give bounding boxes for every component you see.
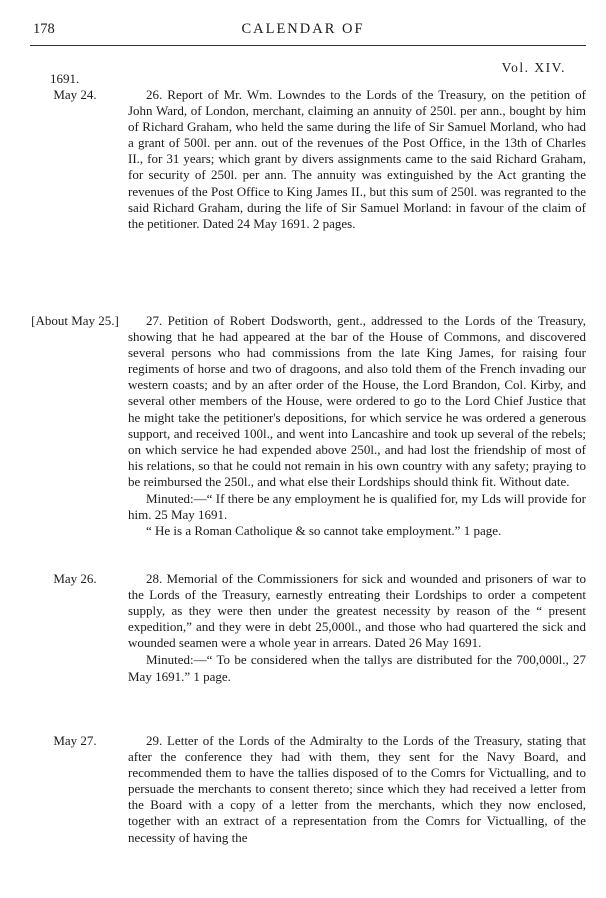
running-head: CALENDAR OF <box>241 21 365 37</box>
entry-text: 29. Letter of the Lords of the Admiralty to the Lords of the Treasury, stating that after the conference they had with them, they sent for the Navy Board, and recommended them to have the tallies disposed of to the Comrs for Victualling, and to persuade the merchants to consent thereto; since which they had received a letter from the Board with a copy of a letter from the merchants, which they now enclosed, together with an extract of a representation from the Comrs for Victualling, of the necessity of having the <box>128 733 586 845</box>
volume-label: Vol. XIV. <box>501 60 566 75</box>
entry-date: [About May 25.] <box>31 313 119 328</box>
entry-text: 27. Petition of Robert Dodsworth, gent., addressed to the Lords of the Treasury, showing that he had appeared at the bar of the House of Commons, and discovered several persons who had commissions from the late King James, for raising four regiments of horse and two of dragoons, and also told them of the French invading our western coasts; and by an after order of the House, the Lord Brandon, Col. Kirby, and several other members of the House, were ordered to go to the Lord Chief Justice that he might take the petitioner's depositions, for which service he was ordered a generous support, and received 100l., and went into Lancashire and took up several of the rebels; on which service he had expended above 250l., and had lost the friendship of most of his relations, so that he could not remain in his own country with any safety; praying to be reimbursed the 250l., and what else their Lordships should think fit. Without date. <box>128 313 586 489</box>
calendar-entry <box>128 87 586 232</box>
calendar-entry <box>128 571 586 685</box>
calendar-entry <box>128 733 586 846</box>
header-rule <box>30 45 586 46</box>
entry-minute: Minuted:—“ If there be any employment he is qualified for, my Lds will provide for him. 25 May 1691. <box>128 491 586 523</box>
entry-date: May 27. <box>53 733 97 748</box>
entry-text: 26. Report of Mr. Wm. Lowndes to the Lords of the Treasury, on the petition of John Ward, of London, merchant, claiming an annuity of 250l. per ann., bought by him of Richard Graham, who held the same during the life of Sir Samuel Morland, who had a grant of 500l. per ann. out of the revenues of the Post Office, in the 13th of Charles II., for 31 years; which grant by divers assignments came to the said Richard Graham, for security of 250l. per ann. The annuity was extinguished by the Act granting the revenues of the Post Office to King James II., but this sum of 250l. was regranted to the said Richard Graham, during the life of Sir Samuel Morland: in favour of the claim of the petitioner. Dated 24 May 1691. 2 pages. <box>128 87 586 231</box>
entry-date: May 24. <box>53 87 97 102</box>
entry-date: May 26. <box>53 571 97 586</box>
calendar-entry <box>128 313 586 539</box>
entry-minute: Minuted:—“ To be considered when the tallys are distributed for the 700,000l., 27 May 1691.” 1 page. <box>128 652 586 684</box>
year-label: 1691. <box>50 71 80 86</box>
page-number: 178 <box>33 21 55 37</box>
entry-text: 28. Memorial of the Commissioners for sick and wounded and prisoners of war to the Lords of the Treasury, earnestly entreating their Lordships to order a competent supply, as they were then under the greatest necessity by reason of the “ present expedition,” and they were in debt 25,000l., and those who had quartered the sick and wounded seamen were a whole year in arrears. Dated 26 May 1691. <box>128 571 586 651</box>
entry-minute: “ He is a Roman Catholique & so cannot take employment.” 1 page. <box>146 523 502 539</box>
